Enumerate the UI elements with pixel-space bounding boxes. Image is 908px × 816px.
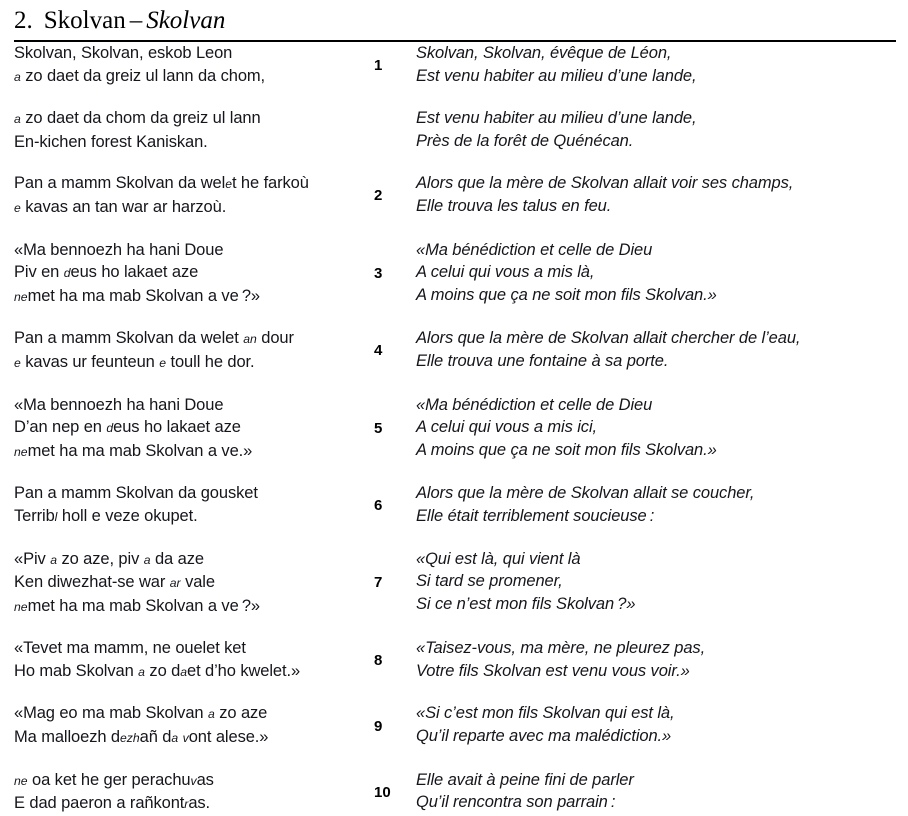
- french-line: Elle trouva les talus en feu.: [416, 196, 612, 215]
- breton-line: [14, 107, 358, 131]
- page-header: [0, 0, 908, 34]
- small-letter: r: [184, 797, 189, 812]
- stanza: [14, 637, 896, 683]
- french-line: A celui qui vous a mis ici,: [416, 418, 598, 437]
- text-run: zo daet da greiz ul lann da chom,: [20, 66, 266, 85]
- breton-verse: [14, 172, 358, 219]
- text-run: zo d: [144, 661, 181, 680]
- french-line: Elle était terriblement soucieuse :: [416, 506, 655, 525]
- french-line: Votre fils Skolvan est venu vous voir.»: [416, 661, 690, 680]
- stanza: [14, 42, 896, 88]
- breton-line: [14, 440, 358, 464]
- text-run: met ha ma mab Skolvan a ve ?»: [27, 286, 261, 305]
- breton-line: [14, 660, 358, 684]
- text-run: «Mag eo ma mab Skolvan: [14, 704, 208, 723]
- title-dash: –: [129, 7, 143, 34]
- stanza: [14, 172, 896, 219]
- small-letter: a: [138, 664, 145, 679]
- text-run: zo aze: [214, 704, 268, 723]
- text-run: Pan a mamm Skolvan da wel: [14, 174, 226, 193]
- breton-line: [14, 416, 358, 440]
- french-translation: [416, 107, 896, 153]
- stanza: [14, 482, 896, 528]
- text-run: Pan a mamm Skolvan da gousket: [14, 484, 258, 503]
- breton-line: [14, 571, 358, 595]
- small-letter: d: [106, 421, 114, 436]
- text-run: vale: [180, 573, 215, 592]
- text-run: et d’ho kwelet.»: [187, 661, 301, 680]
- stanza: [14, 702, 896, 749]
- text-run: oa ket he ger perachu: [27, 770, 191, 789]
- breton-line: [14, 351, 358, 375]
- text-run: «Ma bennoezh ha hani Doue: [14, 395, 224, 414]
- stanza: [14, 769, 896, 816]
- stanza: [14, 548, 896, 619]
- breton-line: [14, 769, 358, 793]
- stanza: [14, 239, 896, 309]
- breton-verse: [14, 42, 358, 88]
- text-run: holl e veze okupet.: [57, 506, 198, 525]
- text-run: zo aze, piv: [56, 549, 144, 568]
- french-line: Elle trouva une fontaine à sa porte.: [416, 351, 669, 370]
- title-original: Skolvan: [146, 7, 226, 34]
- french-line: «Taisez-vous, ma mère, ne pleurez pas,: [416, 639, 706, 658]
- breton-line: [14, 196, 358, 220]
- breton-line: [14, 702, 358, 726]
- french-translation: [416, 637, 896, 683]
- breton-verse: [14, 239, 358, 309]
- stanza: [14, 107, 896, 153]
- french-line: Si ce n’est mon fils Skolvan ?»: [416, 594, 636, 613]
- breton-line: [14, 65, 358, 89]
- text-run: En-kichen forest Kaniskan.: [14, 132, 208, 151]
- small-letter: v: [190, 773, 197, 788]
- breton-verse: [14, 482, 358, 528]
- small-letter: e: [159, 355, 167, 370]
- breton-verse: [14, 702, 358, 749]
- text-run: Terrib: [14, 506, 55, 525]
- french-line: «Ma bénédiction et celle de Dieu: [416, 240, 653, 259]
- stanza-number: 10: [374, 783, 391, 801]
- text-run: kavas ur feunteun: [20, 352, 160, 371]
- breton-verse: [14, 107, 358, 153]
- text-run: E dad paeron a rañkont: [14, 794, 185, 813]
- stanza-number: 2: [374, 187, 383, 205]
- text-run: ont alese.»: [188, 728, 269, 747]
- small-letter: e: [14, 200, 21, 215]
- stanza-number: 1: [374, 56, 383, 74]
- breton-line: [14, 239, 358, 262]
- french-translation: [416, 172, 896, 219]
- text-run: kavas an tan war ar harzoù.: [20, 197, 227, 216]
- french-line: «Qui est là, qui vient là: [416, 549, 581, 568]
- text-run: t he farkoù: [231, 174, 309, 193]
- text-run: «Piv: [14, 549, 51, 568]
- text-run: eus ho lakaet aze: [70, 263, 199, 282]
- small-letter: v: [182, 731, 189, 746]
- small-letter: an: [243, 332, 257, 347]
- french-line: Si tard se promener,: [416, 572, 563, 591]
- french-translation: [416, 702, 896, 749]
- breton-verse: [14, 327, 358, 374]
- text-run: Ma malloezh d: [14, 728, 120, 747]
- text-run: met ha ma mab Skolvan a ve.»: [27, 441, 253, 460]
- french-translation: [416, 42, 896, 88]
- breton-line: [14, 595, 358, 619]
- french-line: Alors que la mère de Skolvan allait chercher de l’eau,: [416, 329, 801, 348]
- small-letter: a: [171, 731, 179, 746]
- french-line: Elle avait à peine fini de parler: [416, 770, 634, 789]
- text-run: dour: [256, 329, 294, 348]
- text-run: met ha ma mab Skolvan a ve ?»: [27, 596, 261, 615]
- stanza-number: 5: [374, 419, 383, 437]
- french-line: Qu’il rencontra son parrain :: [416, 793, 616, 812]
- french-line: «Ma bénédiction et celle de Dieu: [416, 395, 653, 414]
- small-letter: ne: [14, 444, 28, 459]
- text-run: eus ho lakaet aze: [113, 418, 241, 437]
- title-number: 2.: [14, 7, 33, 34]
- small-letter: e: [14, 355, 21, 370]
- french-line: A moins que ça ne soit mon fils Skolvan.»: [416, 285, 717, 304]
- breton-line: [14, 726, 358, 750]
- breton-line: [14, 792, 358, 816]
- french-line: Près de la forêt de Quénécan.: [416, 131, 634, 150]
- breton-verse: [14, 769, 358, 816]
- stanza: [14, 394, 896, 464]
- text-run: zo daet da chom da greiz ul lann: [20, 109, 261, 128]
- stanza-number: 6: [374, 496, 383, 514]
- breton-line: [14, 172, 358, 196]
- small-letter: d: [63, 266, 71, 281]
- stanza-number: 7: [374, 574, 383, 592]
- french-line: Est venu habiter au milieu d’une lande,: [416, 66, 697, 85]
- text-run: D’an nep en: [14, 418, 107, 437]
- stanza-number: [358, 107, 416, 153]
- text-run: «Ma bennoezh ha hani Doue: [14, 240, 224, 259]
- text-run: as: [196, 770, 214, 789]
- french-translation: [416, 394, 896, 464]
- small-letter: ne: [14, 773, 28, 788]
- text-run: da aze: [150, 549, 204, 568]
- breton-verse: [14, 637, 358, 683]
- small-letter: a: [14, 112, 21, 127]
- french-translation: [416, 482, 896, 528]
- breton-line: [14, 637, 358, 660]
- french-translation: [416, 239, 896, 309]
- breton-line: [14, 482, 358, 505]
- text-run: Skolvan, Skolvan, eskob Leon: [14, 44, 233, 62]
- stanza-number: 8: [374, 651, 383, 669]
- small-letter: a: [50, 552, 57, 567]
- text-run: Pan a mamm Skolvan da welet: [14, 329, 244, 348]
- text-run: toull he dor.: [166, 352, 255, 371]
- french-line: Alors que la mère de Skolvan allait se coucher,: [416, 484, 755, 503]
- small-letter: a: [14, 69, 21, 84]
- text-run: «Tevet ma mamm, ne ouelet ket: [14, 639, 246, 658]
- page-title: [14, 7, 896, 34]
- stanza-number: 9: [374, 717, 383, 735]
- french-translation: [416, 327, 896, 374]
- french-line: Alors que la mère de Skolvan allait voir ses champs,: [416, 174, 794, 193]
- french-line: Est venu habiter au milieu d’une lande,: [416, 109, 697, 128]
- stanza-list: [0, 42, 908, 816]
- french-line: A celui qui vous a mis là,: [416, 263, 595, 282]
- breton-line: [14, 285, 358, 309]
- french-line: A moins que ça ne soit mon fils Skolvan.»: [416, 440, 717, 459]
- text-run: Ho mab Skolvan: [14, 661, 139, 680]
- french-line: Skolvan, Skolvan, évêque de Léon,: [416, 44, 672, 62]
- breton-line: [14, 42, 358, 65]
- small-letter: ne: [14, 599, 28, 614]
- breton-line: [14, 327, 358, 351]
- stanza-number: 3: [374, 264, 383, 282]
- stanza-number: 4: [374, 342, 383, 360]
- breton-verse: [14, 394, 358, 464]
- breton-line: [14, 548, 358, 572]
- small-letter: l: [54, 509, 58, 524]
- text-run: Ken diwezhat-se war: [14, 573, 170, 592]
- french-translation: [416, 548, 896, 619]
- french-translation: [416, 769, 896, 816]
- text-run: Piv en: [14, 263, 64, 282]
- small-letter: a: [207, 707, 215, 722]
- breton-line: [14, 131, 358, 154]
- small-letter: a: [180, 664, 187, 679]
- breton-verse: [14, 548, 358, 619]
- breton-line: [14, 505, 358, 529]
- text-run: as.: [188, 794, 211, 813]
- french-line: Qu’il reparte avec ma malédiction.»: [416, 727, 672, 746]
- title-text: Skolvan: [43, 7, 126, 34]
- small-letter: e: [225, 177, 232, 192]
- stanza: [14, 327, 896, 374]
- small-letter: ne: [14, 289, 28, 304]
- small-letter: ar: [169, 576, 181, 591]
- text-run: añ d: [139, 728, 172, 747]
- small-letter: ezh: [120, 731, 140, 746]
- french-line: «Si c’est mon fils Skolvan qui est là,: [416, 704, 675, 723]
- breton-line: [14, 394, 358, 417]
- small-letter: a: [143, 552, 151, 567]
- breton-line: [14, 261, 358, 285]
